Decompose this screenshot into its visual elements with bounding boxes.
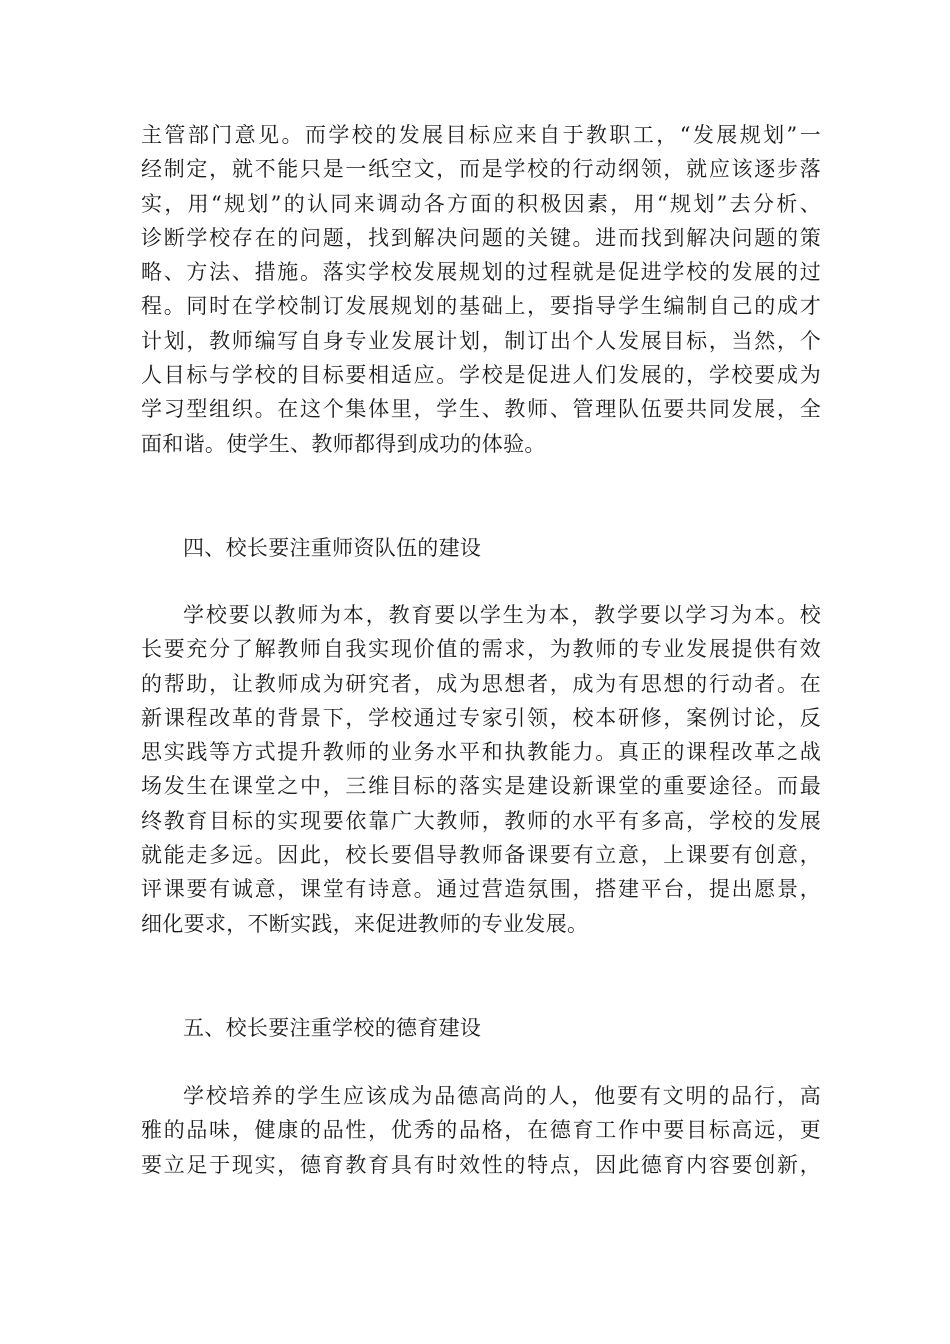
text-line: 主管部门意见。而学校的发展目标应来自于教职工，“发展规划”一 xyxy=(141,123,821,147)
text-line: 人目标与学校的目标要相适应。学校是促进人们发展的，学校要成为 xyxy=(141,363,821,388)
text-line: 雅的品味，健康的品性，优秀的品格，在德育工作中要目标高远，更 xyxy=(141,1118,821,1143)
text-line: 略、方法、措施。落实学校发展规划的过程就是促进学校的发展的过 xyxy=(141,260,821,285)
paragraph-planning xyxy=(141,118,821,461)
text-line: 学习型组织。在这个集体里，学生、教师、管理队伍要共同发展，全 xyxy=(141,397,821,422)
text-line: 学校培养的学生应该成为品德高尚的人，他要有文明的品行，高 xyxy=(183,1084,821,1108)
text-line: 要立足于现实，德育教育具有时效性的特点，因此德育内容要创新， xyxy=(141,1152,821,1177)
text-line: 实，用“规划”的认同来调动各方面的积极因素，用“规划”去分析、 xyxy=(141,191,821,216)
section-heading-moral-education: 五、校长要注重学校的德育建设 xyxy=(183,1016,482,1040)
text-line: 的帮助，让教师成为研究者，成为思想者，成为有思想的行动者。在 xyxy=(141,671,821,696)
text-line: 终教育目标的实现要依靠广大教师，教师的水平有多高，学校的发展 xyxy=(141,808,821,833)
paragraph-teachers xyxy=(141,598,821,941)
text-line: 场发生在课堂之中，三维目标的落实是建设新课堂的重要途径。而最 xyxy=(141,774,821,799)
text-line: 计划，教师编写自身专业发展计划，制订出个人发展目标，当然，个 xyxy=(141,328,821,353)
text-line: 面和谐。使学生、教师都得到成功的体验。 xyxy=(141,431,546,456)
paragraph-moral-education xyxy=(141,1079,821,1182)
text-line: 程。同时在学校制订发展规划的基础上，要指导学生编制自己的成才 xyxy=(141,294,821,319)
text-line: 新课程改革的背景下，学校通过专家引领，校本研修，案例讨论，反 xyxy=(141,705,821,730)
text-line: 就能走多远。因此，校长要倡导教师备课要有立意，上课要有创意， xyxy=(141,843,821,868)
text-line: 诊断学校存在的问题，找到解决问题的关键。进而找到解决问题的策 xyxy=(141,225,821,250)
text-line: 学校要以教师为本，教育要以学生为本，教学要以学习为本。校 xyxy=(183,603,821,627)
text-line: 长要充分了解教师自我实现价值的需求，为教师的专业发展提供有效 xyxy=(141,637,821,662)
text-line: 经制定，就不能只是一纸空文，而是学校的行动纲领，就应该逐步落 xyxy=(141,157,821,182)
text-line: 评课要有诚意，课堂有诗意。通过营造氛围，搭建平台，提出愿景， xyxy=(141,877,821,902)
text-line: 思实践等方式提升教师的业务水平和执教能力。真正的课程改革之战 xyxy=(141,740,821,765)
text-line: 细化要求，不断实践，来促进教师的专业发展。 xyxy=(141,911,589,936)
section-heading-teachers: 四、校长要注重师资队伍的建设 xyxy=(183,536,482,560)
